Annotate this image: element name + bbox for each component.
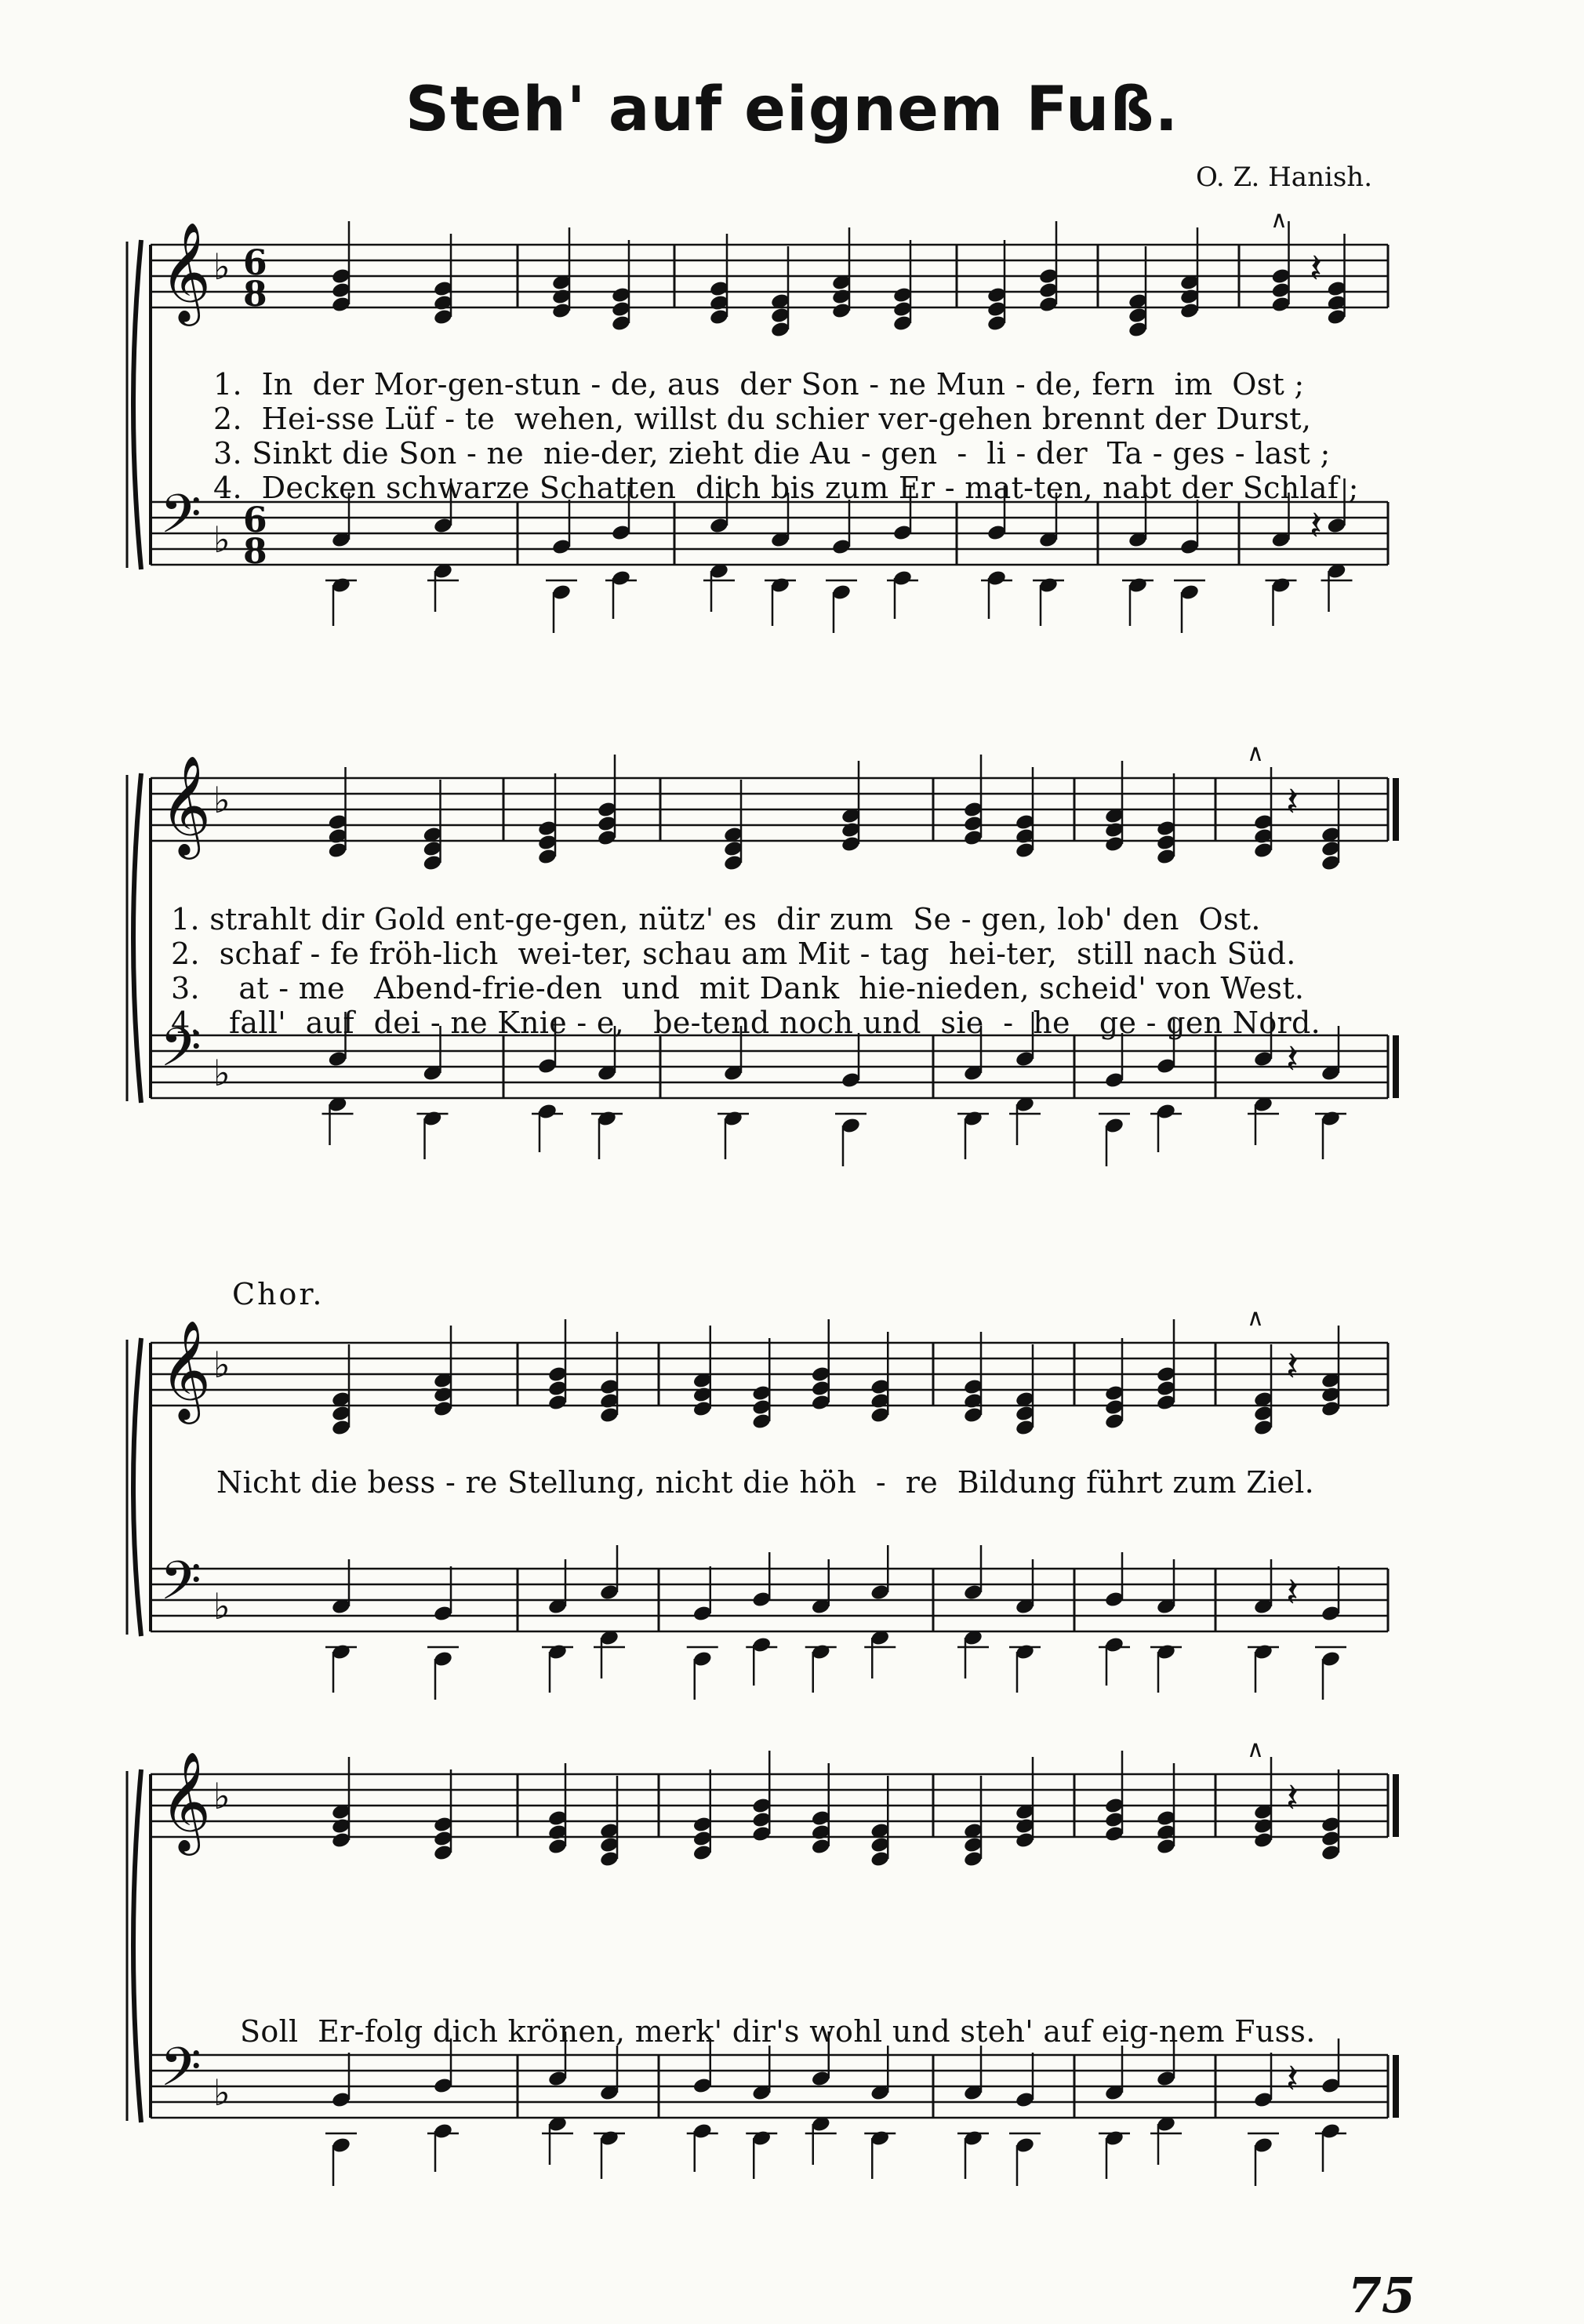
rest-icon: 𝄽 xyxy=(1286,1344,1299,1391)
chorus-lyric-line-1: Nicht die bess - re Stellung, nicht die höh - re Bildung führt zum Ziel. xyxy=(216,1465,1315,1500)
flat-icon: ♭ xyxy=(213,2071,231,2114)
accent-mark-icon: ∧ xyxy=(1247,1304,1264,1332)
flat-icon: ♭ xyxy=(213,518,231,561)
system-brace xyxy=(133,1769,141,2122)
chorus-lyric-line-2: Soll Er-folg dich krönen, merk' dir's wohl und steh' auf eig-nem Fuss. xyxy=(240,2014,1316,2049)
verse-3-line-1: 3. Sinkt die Son - ne nie-der, zieht die Au - gen - li - der Ta - ges - last ; xyxy=(213,436,1331,471)
verse-3-line-2: 3. at - me Abend-frie-den und mit Dank hie-nieden, scheid' von West. xyxy=(171,971,1305,1006)
flat-icon: ♭ xyxy=(213,1775,231,1817)
page-number: 75 xyxy=(1347,2267,1415,2324)
verse-1-line-1: 1. In der Mor-gen-stun - de, aus der Son - ne Mun - de, fern im Ost ; xyxy=(213,367,1305,402)
bass-clef-icon: 𝄢 xyxy=(160,484,202,558)
song-title: Steh' auf eignem Fuß. xyxy=(405,75,1179,145)
flat-icon: ♭ xyxy=(213,1344,231,1386)
verse-4-line-2: 4. fall' auf dei - ne Knie - e, be-tend noch und sie - he ge - gen Nord. xyxy=(171,1006,1321,1040)
verse-4-line-1: 4. Decken schwarze Schatten dich bis zum Er - mat-ten, nabt der Schlaf ; xyxy=(213,471,1359,505)
time-signature-numerator: 6 xyxy=(243,243,267,283)
treble-clef-icon: 𝄞 xyxy=(160,1751,212,1851)
rest-icon: 𝄽 xyxy=(1286,2056,1299,2103)
flat-icon: ♭ xyxy=(213,1052,231,1094)
time-signature-numerator: 6 xyxy=(243,500,267,540)
system-brace xyxy=(133,1338,141,1636)
rest-icon: 𝄽 xyxy=(1286,779,1299,826)
verse-1-line-2: 1. strahlt dir Gold ent-ge-gen, nütz' es dir zum Se - gen, lob' den Ost. xyxy=(171,902,1261,937)
system-brace xyxy=(133,773,141,1103)
treble-clef-icon: 𝄞 xyxy=(160,1319,212,1420)
accent-mark-icon: ∧ xyxy=(1247,740,1264,767)
rest-icon: 𝄽 xyxy=(1286,1569,1299,1617)
rest-icon: 𝄽 xyxy=(1286,1036,1299,1083)
chorus-label: Chor. xyxy=(232,1277,325,1311)
accent-mark-icon: ∧ xyxy=(1247,1736,1264,1763)
bass-clef-icon: 𝄢 xyxy=(160,2037,202,2111)
time-signature-denominator: 8 xyxy=(243,275,267,315)
treble-clef-icon: 𝄞 xyxy=(160,221,212,322)
rest-icon: 𝄽 xyxy=(1310,245,1322,293)
verse-2-line-2: 2. schaf - fe fröh-lich wei-ter, schau am Mit - tag hei-ter, still nach Süd. xyxy=(171,937,1296,971)
verse-2-line-1: 2. Hei-sse Lüf - te wehen, willst du schier ver-gehen brennt der Durst, xyxy=(213,402,1312,436)
rest-icon: 𝄽 xyxy=(1310,503,1322,550)
composer-credit: O. Z. Hanish. xyxy=(1196,162,1372,193)
treble-clef-icon: 𝄞 xyxy=(160,755,212,855)
flat-icon: ♭ xyxy=(213,245,231,288)
bass-clef-icon: 𝄢 xyxy=(160,1551,202,1625)
system-brace xyxy=(133,240,141,569)
flat-icon: ♭ xyxy=(213,1585,231,1628)
flat-icon: ♭ xyxy=(213,779,231,821)
time-signature-denominator: 8 xyxy=(243,532,267,572)
accent-mark-icon: ∧ xyxy=(1270,206,1288,234)
rest-icon: 𝄽 xyxy=(1286,1775,1299,1822)
bass-clef-icon: 𝄢 xyxy=(160,1017,202,1092)
